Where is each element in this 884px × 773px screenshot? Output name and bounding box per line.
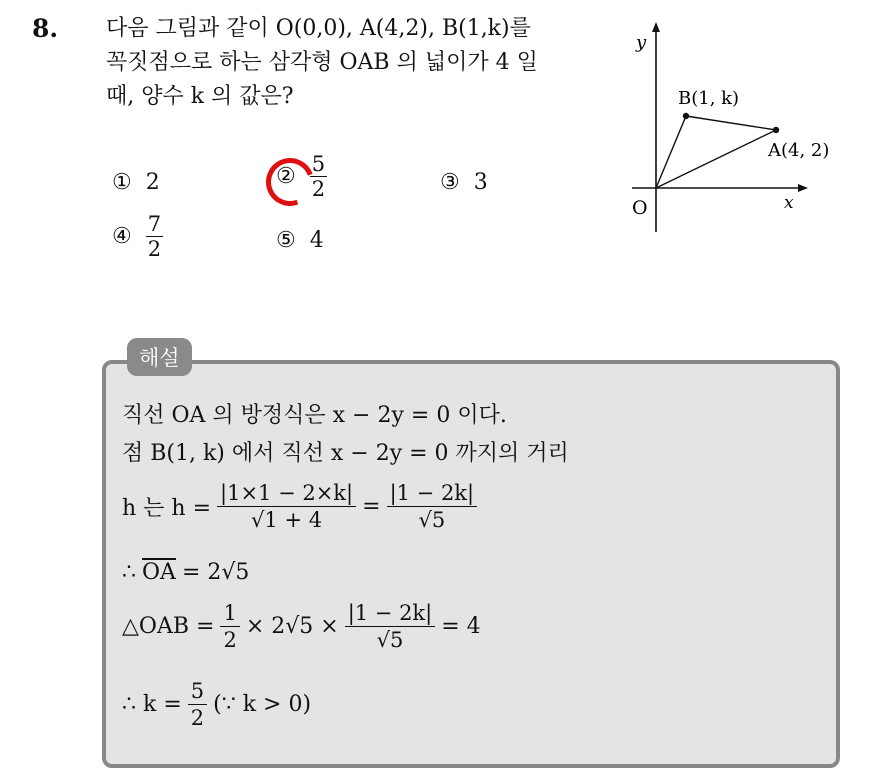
point-a-label: A(4, 2) xyxy=(768,140,830,161)
fraction-denominator: 2 xyxy=(190,706,205,730)
height-fraction xyxy=(345,600,436,653)
answer-prefix: ∴ k = xyxy=(122,692,182,717)
y-axis-arrow xyxy=(652,22,660,32)
solution-line-3 xyxy=(122,480,477,533)
simplified-fraction xyxy=(387,480,478,533)
solution-tag: 해설 xyxy=(127,338,192,376)
origin-label: O xyxy=(632,197,648,219)
therefore-symbol: ∴ xyxy=(122,560,136,585)
choice-marker: ③ xyxy=(440,170,460,195)
segment-length: = 2√5 xyxy=(181,560,250,585)
solution-line-6 xyxy=(122,678,311,731)
answer-fraction xyxy=(188,678,207,731)
point-a xyxy=(773,127,779,133)
fraction-numerator: 1 xyxy=(220,600,239,627)
fraction-numerator: 5 xyxy=(311,152,326,176)
choice-marker: ④ xyxy=(112,224,132,249)
solution-line-5 xyxy=(122,600,481,653)
equals-sign: = xyxy=(362,494,381,519)
triangle-graph xyxy=(618,18,830,238)
choice-marker: ① xyxy=(112,170,132,195)
fraction-denominator: √5 xyxy=(418,508,446,532)
area-result: = 4 xyxy=(441,614,481,639)
fraction-numerator: 7 xyxy=(147,212,162,236)
side-oa xyxy=(656,130,776,188)
fraction-denominator: √5 xyxy=(376,628,404,652)
choice-marker: ② xyxy=(276,164,296,189)
choice-5[interactable] xyxy=(276,228,324,253)
half-fraction xyxy=(220,600,239,653)
choice-value: 3 xyxy=(473,170,488,195)
solution-line-4 xyxy=(122,560,249,585)
fraction-denominator: √1 + 4 xyxy=(251,508,323,532)
question-line-3: 때, 양수 k 의 값은? xyxy=(106,84,294,109)
choice-marker: ⑤ xyxy=(276,228,296,253)
point-b xyxy=(683,113,689,119)
choice-4[interactable] xyxy=(112,212,163,261)
side-ob xyxy=(656,116,686,188)
fraction-numerator: |1 − 2k| xyxy=(345,600,436,627)
choice-fraction xyxy=(146,212,163,261)
choice-1[interactable] xyxy=(112,170,160,195)
question-line-1: 다음 그림과 같이 O(0,0), A(4,2), B(1,k)를 xyxy=(106,16,531,41)
distance-prefix: h 는 h = xyxy=(122,496,212,521)
fraction-denominator: 2 xyxy=(147,237,162,261)
question-line-2: 꼭짓점으로 하는 삼각형 OAB 의 넓이가 4 일 xyxy=(106,50,538,75)
y-axis-label: y xyxy=(636,32,647,53)
answer-condition: (∵ k > 0) xyxy=(213,692,312,717)
solution-line-1: 직선 OA 의 방정식은 x − 2y = 0 이다. xyxy=(122,403,507,428)
fraction-denominator: 2 xyxy=(311,177,326,201)
choice-value: 2 xyxy=(145,170,160,195)
area-prefix: △OAB = xyxy=(122,614,215,639)
area-middle: × 2√5 × xyxy=(245,614,339,639)
x-axis-label: x xyxy=(784,193,794,213)
point-b-label: B(1, k) xyxy=(678,88,740,109)
question-number: 8. xyxy=(32,14,59,43)
fraction-denominator: 2 xyxy=(223,628,237,652)
distance-fraction xyxy=(217,480,356,533)
side-ba xyxy=(686,116,776,130)
fraction-numerator: |1 − 2k| xyxy=(387,480,478,507)
solution-line-2: 점 B(1, k) 에서 직선 x − 2y = 0 까지의 거리 xyxy=(122,441,569,466)
choice-3[interactable] xyxy=(440,170,488,195)
fraction-numerator: 5 xyxy=(188,678,207,705)
question-text xyxy=(106,12,606,114)
x-axis-arrow xyxy=(798,184,808,192)
segment-oa: $\overline{OA}$ xyxy=(142,560,176,585)
fraction-numerator: |1×1 − 2×k| xyxy=(217,480,356,507)
choice-value: 4 xyxy=(309,228,324,253)
